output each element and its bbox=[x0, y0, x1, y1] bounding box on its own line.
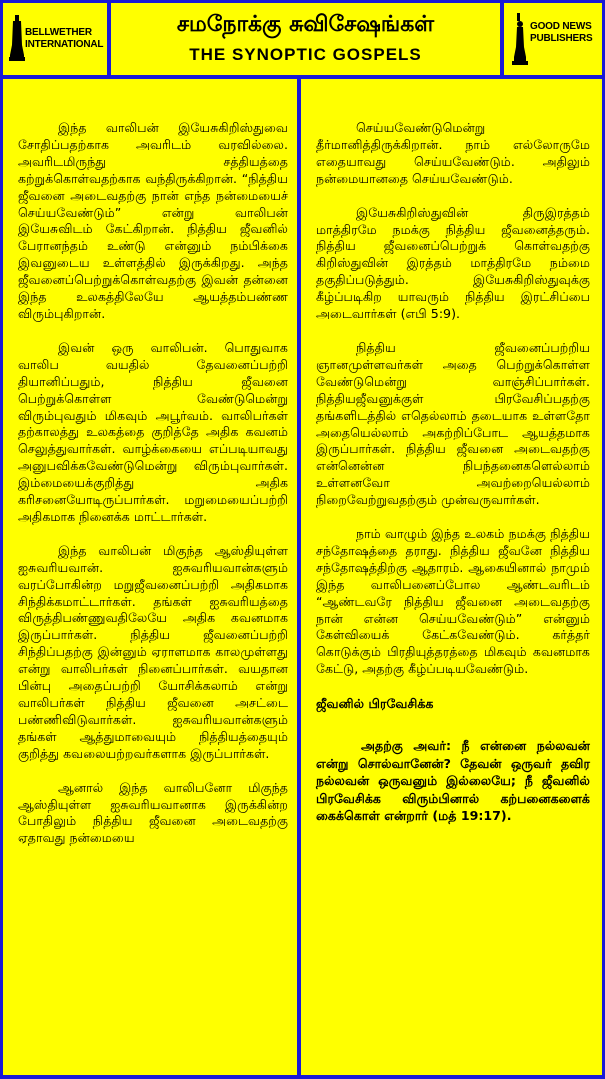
left-column bbox=[3, 79, 297, 1075]
right-paragraph-1: செய்யவேண்டுமென்று தீர்மானித்திருக்கிறான். நாம் எல்லோருமே எதையாவது செய்யவேண்டும். அதிலும் நன்மையானதை செய்யவேண்டும். bbox=[316, 120, 590, 186]
bellwether-logo bbox=[3, 3, 107, 75]
bellwether-logo-text bbox=[25, 27, 103, 51]
good-news-logo-text bbox=[530, 21, 592, 45]
right-paragraph-3: நித்திய ஜீவனைப்பற்றிய ஞானமுள்ளவர்கள் அதை பெற்றுக்கொள்ள வேண்டுமென்று வாஞ்சிப்பார்கள். நித்தியஜீவனுக்குள் பிரவேசிப்பதற்கு தங்களிடத்தில் எதெல்லாம் தடையாக உள்ளதோ அதையெல்லாம் அகற்றிப்போட ஆயத்தமாக இருப்பார்கள். நித்திய ஜீவனை அடைவதற்கு என்னென்ன நிபந்தனைகளெல்லாம் உள்ளனவோ அவற்றையெல்லாம் நிறைவேற்றுவதற்கும் முன்வருவார்கள். bbox=[316, 339, 590, 508]
bell-figure-icon bbox=[9, 15, 25, 61]
right-paragraph-4: நாம் வாழும் இந்த உலகம் நமக்கு நித்திய சந்தோஷத்தை தராது. நித்திய ஜீவனே நித்திய சந்தோஷத்திற்கு ஆதாரம். ஆகையினால் நாமும் இந்த வாலிபனைப்போல ஆண்டவரிடம் “ஆண்டவரே நித்திய ஜீவனை அடைவதற்கு நான் என்ன செய்யவேண்டும்” என்னும் கேள்வியைக் கேட்கவேண்டும். கர்த்தர் கொடுக்கும் பிரதியுத்தரத்தை மிகவும் கவனமாக கேட்டு, அதற்கு கீழ்ப்படியவேண்டும். bbox=[316, 526, 590, 677]
good-news-logo bbox=[504, 3, 602, 75]
left-paragraph-3: இந்த வாலிபன் மிகுந்த ஆஸ்தியுள்ள ஐசுவரியவான். ஐசுவரியவான்களும் வரப்போகின்ற மறுஜீவனைப்பற்றி அதிகமாக சிந்திக்கமாட்டார்கள். தங்கள் ஐசுவரியத்தை விருத்திபண்ணுவதிலேயே அதிக கவனமாக இருப்பார்கள். நித்திய ஜீவனைப்பற்றி சிந்திப்பதற்கு இன்னும் ஏராளமாக காலமுள்ளது என்று வாலிபர்கள் நினைப்பார்கள். வயதான பின்பு அதைப்பற்றி யோசிக்கலாம் என்று வாலிபர்கள் நித்திய ஜீவனை அசட்டை பண்ணிவிடுவார்கள். ஐசுவரியவான்களும் தங்கள் ஆத்துமாவையும் நித்தியத்தையும் குறித்து கவலையற்றவர்களாக இருப்பார்கள். bbox=[18, 542, 288, 761]
scripture-verse: அதற்கு அவர்: நீ என்னை நல்லவன் என்று சொல்வானேன்? தேவன் ஒருவர் தவிர நல்லவன் ஒருவனும் இல்லையே; நீ ஜீவனில் பிரவேசிக்க விரும்பினால் கற்பனைகளைக் கைக்கொள் என்றார் (மத் 19:17). bbox=[316, 738, 590, 824]
section-heading: ஜீவனில் பிரவேசிக்க bbox=[316, 696, 434, 712]
good-news-logo-line1: GOOD NEWS bbox=[530, 21, 592, 32]
good-news-logo-line2: PUBLISHERS bbox=[530, 33, 593, 44]
left-paragraph-2: இவன் ஒரு வாலிபன். பொதுவாக வாலிப வயதில் தேவனைப்பற்றி தியானிப்பதும், நித்திய ஜீவனை பெற்றுக்கொள்ள வேண்டுமென்று விரும்புவதும் மிகவும் அபூர்வம். வாலிபர்கள் தற்காலத்து உலகத்தை குறித்தே அதிக கவனம் செலுத்துவார்கள். வாழ்க்கையை எப்படியாவது அனுபவிக்கவேண்டுமென்று விரும்புவார்கள். இம்மையைக்குறித்து அதிக கரிசனையோடிருப்பார்கள். மறுமையைப்பற்றி அதிகமாக நினைக்க மாட்டார்கள். bbox=[18, 339, 288, 524]
bellwether-logo-line2: INTERNATIONAL bbox=[25, 39, 104, 50]
left-paragraph-4: ஆனால் இந்த வாலிபனோ மிகுந்த ஆஸ்தியுள்ள ஐசுவரியவானாக இருக்கின்ற போதிலும் நித்திய ஜீவனை அடைவதற்கு ஏதாவது நன்மையை bbox=[18, 779, 288, 846]
statue-figure-icon bbox=[512, 13, 528, 65]
left-paragraph-1: இந்த வாலிபன் இயேசுகிறிஸ்துவை சோதிப்பதற்காக அவரிடம் வரவில்லை. அவரிடமிருந்து சத்தியத்தை கற்றுக்கொள்வதற்காக வந்திருக்கிறான். “நித்திய ஜீவனை அடைவதற்கு நான் எந்த நன்மையைச் செய்யவேண்டும்” என்று வாலிபன் இயேசுவிடம் கேட்கிறான். நித்திய ஜீவனில் பேரானந்தம் உண்டு என்னும் நம்பிக்கை இவனுடைய உள்ளத்தில் இருக்கிறது. அந்த ஜீவனைப்பெற்றுக்கொள்வதற்கு இவன் தன்னை இந்த உலகத்திலேயே ஆயத்தம்பண்ண விரும்புகிறான். bbox=[18, 120, 288, 321]
page-title-tamil: சமநோக்கு சுவிசேஷங்கள் bbox=[176, 12, 435, 37]
page-title-english: THE SYNOPTIC GOSPELS bbox=[189, 45, 422, 64]
right-paragraph-2: இயேசுகிறிஸ்துவின் திருஇரத்தம் மாத்திரமே நமக்கு நித்திய ஜீவனைத்தரும். நித்திய ஜீவனைப்பெற்றுக் கொள்வதற்கு கிறிஸ்துவின் இரத்தம் மாத்திரமே நம்மை தகுதிப்படுத்தும். இயேசுகிறிஸ்துவுக்கு கீழ்ப்படிகிற யாவரும் நித்திய இரட்சிப்பை அடைவார்கள் (எபி 5:9). bbox=[316, 204, 590, 322]
bellwether-logo-line1: BELLWETHER bbox=[25, 27, 92, 38]
right-column bbox=[301, 79, 602, 1075]
page-header bbox=[3, 3, 602, 75]
title-box bbox=[111, 3, 500, 75]
